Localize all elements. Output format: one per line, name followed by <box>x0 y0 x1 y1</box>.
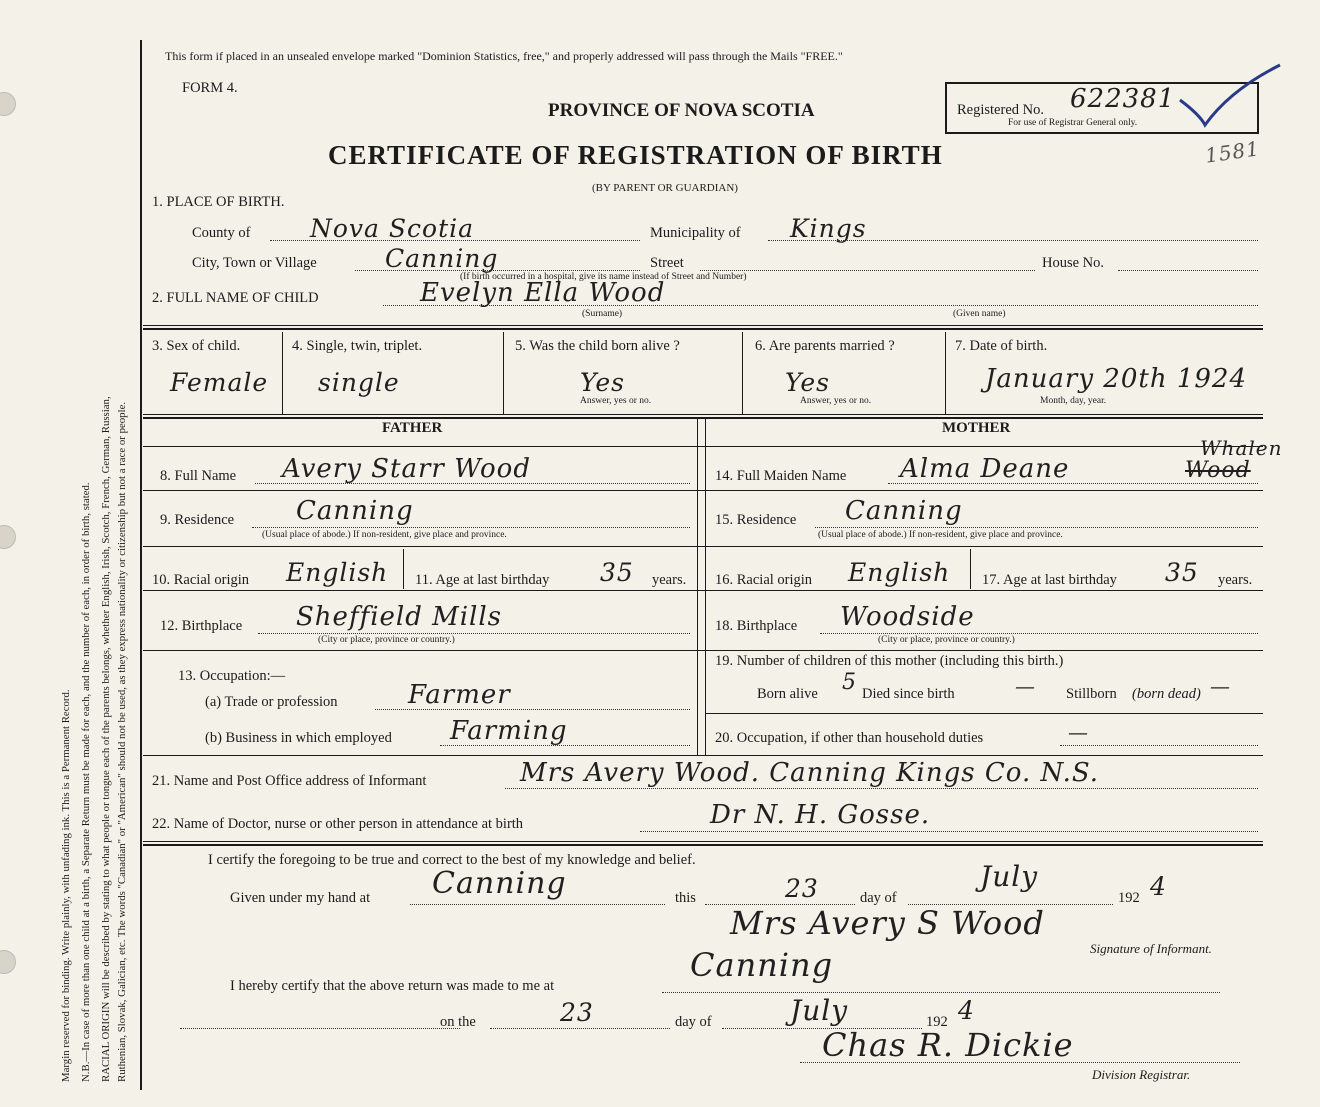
mother-residence-note: (Usual place of abode.) If non-resident, give place and province. <box>818 530 1063 540</box>
corner-mark: 1581 <box>1203 136 1262 168</box>
business-value: Farming <box>450 716 568 746</box>
business-label: (b) Business in which employed <box>205 730 392 746</box>
father-age-value: 35 <box>600 558 634 587</box>
county-value: Nova Scotia <box>310 214 475 243</box>
father-residence-note: (Usual place of abode.) If non-resident, give place and province. <box>262 530 507 540</box>
father-age-years: years. <box>652 572 687 588</box>
trade-label: (a) Trade or profession <box>205 694 338 710</box>
dob-label: 7. Date of birth. <box>955 338 1048 354</box>
trade-value: Farmer <box>408 680 511 710</box>
day-of-label: day of <box>860 890 897 906</box>
registrar-statement: I hereby certify that the above return was made to me at <box>230 978 555 994</box>
given-name-note: (Given name) <box>953 309 1006 319</box>
mother-name-correction: Whalen <box>1200 436 1283 460</box>
given-under-hand-label: Given under my hand at <box>230 890 371 906</box>
street-label: Street <box>650 255 684 271</box>
city-label: City, Town or Village <box>192 255 317 271</box>
document-title: CERTIFICATE OF REGISTRATION OF BIRTH <box>328 140 943 170</box>
father-name-label: 8. Full Name <box>160 468 237 484</box>
father-residence-value: Canning <box>296 496 414 526</box>
registrar-year-suffix: 4 <box>958 996 975 1025</box>
father-birthplace-label: 12. Birthplace <box>160 618 243 634</box>
born-alive-count-label: Born alive <box>757 686 818 702</box>
on-the-label: on the <box>440 1014 476 1030</box>
registrar-note: For use of Registrar General only. <box>1008 118 1138 128</box>
occupation-label: 13. Occupation:— <box>178 668 286 684</box>
house-no-label: House No. <box>1042 255 1105 271</box>
child-name-label: 2. FULL NAME OF CHILD <box>152 290 319 306</box>
children-count-label: 19. Number of children of this mother (including this birth.) <box>715 653 1064 669</box>
father-name-value: Avery Starr Wood <box>282 454 531 484</box>
mother-race-label: 16. Racial origin <box>715 572 813 588</box>
punch-hole-bottom <box>0 950 16 974</box>
registrar-month-value: July <box>790 994 849 1027</box>
registered-number: 622381 <box>1070 84 1176 114</box>
sex-label: 3. Sex of child. <box>152 338 241 354</box>
given-place-value: Canning <box>432 866 567 901</box>
parents-married-note: Answer, yes or no. <box>800 396 872 406</box>
father-birthplace-value: Sheffield Mills <box>296 602 503 632</box>
place-of-birth-label: 1. PLACE OF BIRTH. <box>152 194 285 210</box>
municipality-label: Municipality of <box>650 225 741 241</box>
father-birthplace-note: (City or place, province or country.) <box>318 635 455 645</box>
punch-hole-middle <box>0 525 16 549</box>
form-left-border <box>140 40 142 1090</box>
mother-birthplace-value: Woodside <box>840 602 975 632</box>
registrar-signature: Chas R. Dickie <box>822 1026 1074 1064</box>
informant-value: Mrs Avery Wood. Canning Kings Co. N.S. <box>520 758 1099 788</box>
died-label: Died since birth <box>862 686 955 702</box>
father-heading: FATHER <box>382 420 443 436</box>
registrar-day-value: 23 <box>560 998 594 1027</box>
died-value: — <box>1015 674 1036 698</box>
county-label: County of <box>192 225 251 241</box>
registrar-day-of-label: day of <box>675 1014 712 1030</box>
day-value: 23 <box>785 874 819 903</box>
hospital-note: (If birth occurred in a hospital, give its name instead of Street and Number) <box>460 272 747 282</box>
informant-label: 21. Name and Post Office address of Informant <box>152 773 427 789</box>
mother-occupation-value: — <box>1068 720 1089 744</box>
doctor-value: Dr N. H. Gosse. <box>710 800 931 830</box>
child-name-value: Evelyn Ella Wood <box>420 278 666 308</box>
mail-note: This form if placed in an unsealed envelope marked "Dominion Statistics, free," and properly addressed will pass through the Mails "FREE." <box>165 49 843 63</box>
mother-name-value: Alma Deane <box>900 454 1070 484</box>
stillborn-label: Stillborn <box>1066 686 1117 702</box>
stillborn-note: (born dead) <box>1132 686 1201 702</box>
father-race-label: 10. Racial origin <box>152 572 250 588</box>
certify-statement: I certify the foregoing to be true and correct to the best of my knowledge and belief. <box>208 852 696 868</box>
mother-name-label: 14. Full Maiden Name <box>715 468 847 484</box>
mother-age-label: 17. Age at last birthday <box>982 572 1117 588</box>
born-alive-value: Yes <box>580 368 625 397</box>
city-value: Canning <box>385 244 499 273</box>
check-mark-icon <box>1175 60 1285 130</box>
mother-age-value: 35 <box>1165 558 1199 587</box>
multiplicity-value: single <box>318 368 400 397</box>
registrar-place-value: Canning <box>690 946 834 984</box>
mother-residence-value: Canning <box>845 496 963 526</box>
stillborn-value: — <box>1210 674 1231 698</box>
registered-label: Registered No. <box>957 102 1044 118</box>
doctor-label: 22. Name of Doctor, nurse or other person in attendance at birth <box>152 816 524 832</box>
father-residence-label: 9. Residence <box>160 512 235 528</box>
document-subtitle: (BY PARENT OR GUARDIAN) <box>592 182 738 194</box>
dob-value: January 20th 1924 <box>985 364 1248 394</box>
side-note-2: N.B.—In case of more than one child at a birth, a Separate Return must be made for each, and the number of each, in order of birth, stated. <box>80 482 92 1082</box>
born-alive-label: 5. Was the child born alive ? <box>515 338 680 354</box>
province-heading: PROVINCE OF NOVA SCOTIA <box>548 100 815 121</box>
born-alive-note: Answer, yes or no. <box>580 396 652 406</box>
mother-birthplace-label: 18. Birthplace <box>715 618 798 634</box>
year-prefix: 192 <box>1118 890 1140 906</box>
side-note-3: RACIAL ORIGIN will be described by stating to what people or tongue each of the parents belongs, whether English, Irish, Scotch, French, German, Russian, <box>100 396 112 1082</box>
mother-name-struck: Wood <box>1185 458 1251 483</box>
year-suffix: 4 <box>1150 872 1167 901</box>
parents-married-value: Yes <box>785 368 830 397</box>
municipality-value: Kings <box>790 214 867 243</box>
sex-value: Female <box>170 368 269 397</box>
side-note-4: Ruthenian, Slovak, Galician, etc. The words "Canadian" or "American" should not be used, as they express nationality or citizenship but not a race or people. <box>116 401 128 1082</box>
mother-residence-label: 15. Residence <box>715 512 797 528</box>
mother-age-years: years. <box>1218 572 1253 588</box>
side-note-1: Margin reserved for binding. Write plainly, with unfading ink. This is a Permanent Record. <box>60 689 72 1082</box>
father-age-label: 11. Age at last birthday <box>415 572 550 588</box>
mother-birthplace-note: (City or place, province or country.) <box>878 635 1015 645</box>
registrar-year-prefix: 192 <box>926 1014 948 1030</box>
multiplicity-label: 4. Single, twin, triplet. <box>292 338 423 354</box>
dob-note: Month, day, year. <box>1040 396 1107 406</box>
month-value: July <box>980 860 1039 893</box>
born-alive-count-value: 5 <box>842 670 857 695</box>
informant-signature-label: Signature of Informant. <box>1090 941 1212 956</box>
this-label: this <box>675 890 696 906</box>
informant-signature: Mrs Avery S Wood <box>730 904 1045 942</box>
father-race-value: English <box>286 558 389 587</box>
mother-heading: MOTHER <box>942 420 1011 436</box>
punch-hole-top <box>0 92 16 116</box>
registrar-signature-label: Division Registrar. <box>1092 1067 1191 1082</box>
mother-race-value: English <box>848 558 951 587</box>
parents-married-label: 6. Are parents married ? <box>755 338 895 354</box>
form-number: FORM 4. <box>182 80 238 96</box>
surname-note: (Surname) <box>582 309 623 319</box>
mother-occupation-label: 20. Occupation, if other than household duties <box>715 730 984 746</box>
